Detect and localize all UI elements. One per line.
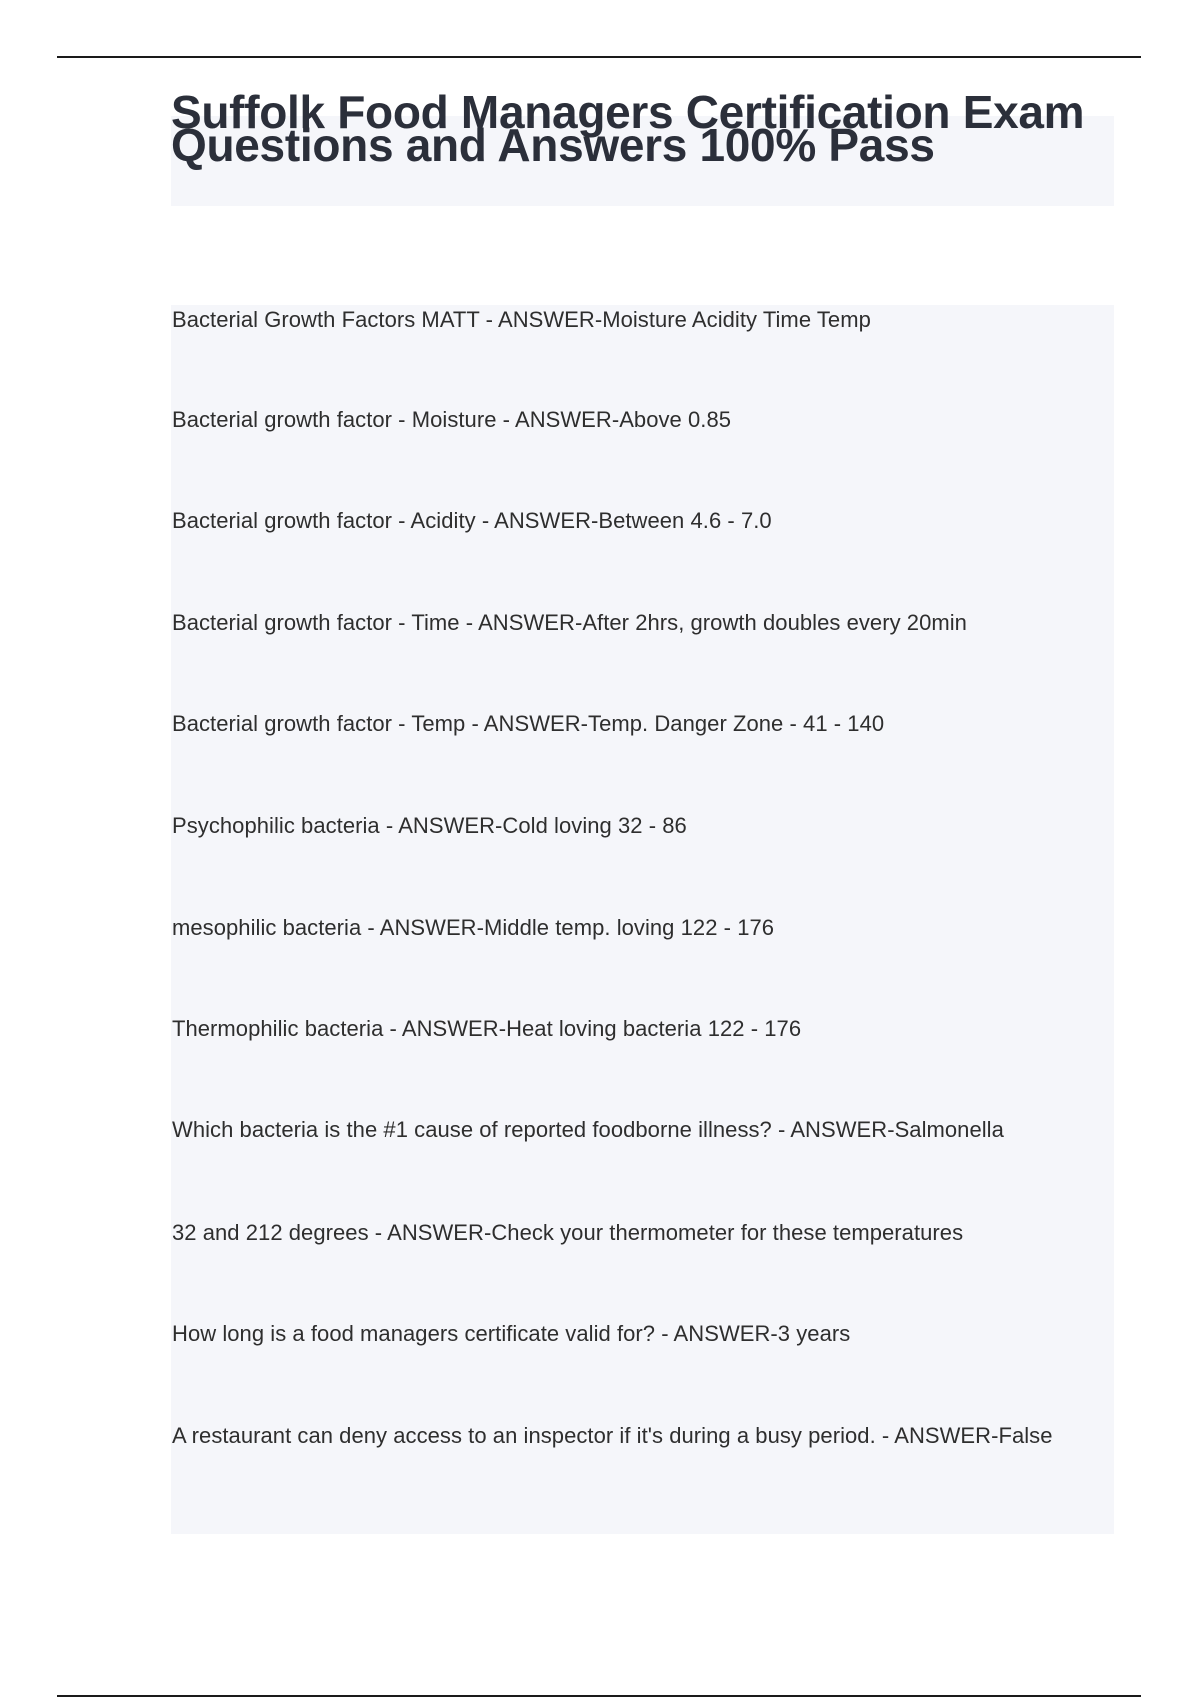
qa-item: Which bacteria is the #1 cause of reported foodborne illness? - ANSWER-Salmonella bbox=[172, 1117, 1004, 1142]
top-divider bbox=[57, 56, 1141, 58]
qa-item: 32 and 212 degrees - ANSWER-Check your thermometer for these temperatures bbox=[172, 1220, 964, 1245]
qa-item: Bacterial growth factor - Moisture - ANSWER-Above 0.85 bbox=[172, 407, 732, 432]
qa-item: A restaurant can deny access to an inspector if it's during a busy period. - ANSWER-False bbox=[172, 1423, 1053, 1448]
qa-item: mesophilic bacteria - ANSWER-Middle temp. loving 122 - 176 bbox=[172, 915, 775, 940]
qa-item: Bacterial Growth Factors MATT - ANSWER-Moisture Acidity Time Temp bbox=[172, 307, 871, 332]
qa-item: Bacterial growth factor - Temp - ANSWER-Temp. Danger Zone - 41 - 140 bbox=[172, 711, 885, 736]
document-title: Suffolk Food Managers Certification Exam Questions and Answers 100% Pass bbox=[171, 86, 1085, 171]
bottom-divider bbox=[57, 1695, 1141, 1697]
qa-item: Bacterial growth factor - Acidity - ANSWER-Between 4.6 - 7.0 bbox=[172, 508, 772, 533]
qa-item: How long is a food managers certificate valid for? - ANSWER-3 years bbox=[172, 1321, 851, 1346]
qa-item: Psychophilic bacteria - ANSWER-Cold loving 32 - 86 bbox=[172, 813, 687, 838]
qa-item: Bacterial growth factor - Time - ANSWER-After 2hrs, growth doubles every 20min bbox=[172, 610, 967, 635]
qa-item: Thermophilic bacteria - ANSWER-Heat loving bacteria 122 - 176 bbox=[172, 1016, 802, 1041]
